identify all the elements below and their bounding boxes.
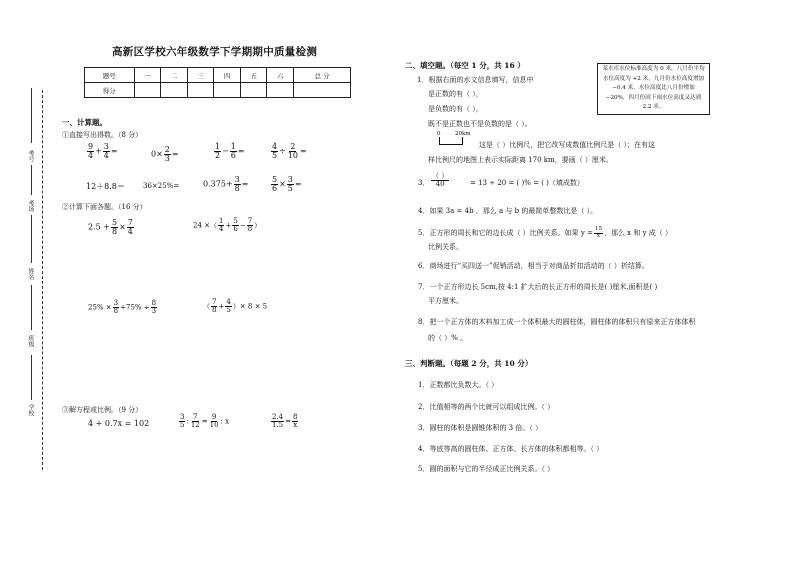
score-table-header-cell: 四 — [214, 68, 241, 83]
q1-item-1: $\frac{9}{4}$ + $\frac{3}{4}$ = — [88, 142, 118, 160]
fill-line[interactable] — [31, 165, 32, 195]
q2-2-line-1[interactable]: 这是（ ）比例尺，把它改写成数值比例尺是（ ）；在有这 — [479, 141, 655, 149]
binding-label-exam-id: 考号 — [27, 150, 34, 162]
q1-item-4: $\frac{4}{5}$ ÷ $\frac{2}{10}$ = — [272, 142, 307, 160]
score-table-header-row — [85, 68, 351, 83]
q2-1-line-2[interactable]: 是正数的有（ ）， — [428, 90, 483, 98]
binding-label-class: 班级 — [27, 335, 34, 347]
judge-item-2[interactable]: 2．比值相等的两个比就可以组成比例。（ ） — [418, 403, 555, 411]
q1-item-5: 12＋8.8＝ — [86, 182, 125, 191]
fill-line[interactable] — [31, 285, 32, 330]
scale-bar-graphic — [439, 137, 463, 145]
part3-title: 三、判断题。（每题 2 分，共 10 分） — [405, 359, 533, 368]
score-cell[interactable] — [240, 83, 267, 98]
score-cell[interactable] — [134, 83, 161, 98]
binding-label-school: 学校 — [27, 404, 34, 416]
q2-1-line-3[interactable]: 是负数的有（ ）， — [428, 105, 483, 113]
q1-item-7: 0.375+ $\frac{3}{8}$ = — [203, 175, 249, 193]
q2-8-line-2[interactable]: 的（ ）% 。 — [428, 334, 468, 342]
judge-item-1[interactable]: 1．正数都比负数大。（ ） — [418, 381, 499, 389]
judge-item-3[interactable]: 3．圆柱的体积是圆锥体积的 3 倍。（ ） — [418, 424, 543, 432]
q3-title: ③解方程或比例。（9 分） — [62, 406, 143, 414]
page-title: 高新区学校六年级数学下学期期中质量检测 — [112, 46, 318, 58]
q3-item-3: $\frac{2.4}{1.5}$ = $\frac{8}{x}$ — [272, 413, 298, 429]
binding-label-exam-room: 考场 — [27, 200, 34, 212]
q2-2-line-2[interactable]: 样比例尺的地图上表示实际距离 170 km，要画（ ）厘米。 — [428, 156, 613, 164]
q2-7[interactable]: 7．一个正方形边长 5cm,按 4:1 扩大后的长正方形的周长是( )厘米,面积是( ) — [418, 283, 658, 291]
q2-1-line-4[interactable]: 既不是正数也不是负数的是（ ）。 — [428, 120, 532, 128]
q2-6[interactable]: 6．商场进行“买四送一”促销活动，相当于对商品折扣活动的（ ）折结算。 — [418, 262, 649, 270]
q1-item-6: 36×25%= — [143, 182, 180, 190]
score-table-header-cell: 六 — [267, 68, 294, 83]
q2-item-3: 25% × $\frac{3}{8}$ +75% ÷ $\frac{8}{3}$ — [88, 299, 157, 315]
q2-title: ②计算下面各题。（16 分） — [62, 203, 147, 211]
scale-label-0: 0 — [437, 131, 441, 137]
score-table-header-cell: 题号 — [85, 68, 135, 83]
q2-3-rest[interactable]: = 13 ÷ 20 = ( )% = ( )（填成数） — [470, 179, 584, 187]
score-cell[interactable] — [161, 83, 188, 98]
q2-item-2: 24 ×（ $\frac{1}{4}$ + $\frac{5}{6}$ − $\frac{7}{8}$ ） — [193, 217, 262, 233]
score-table-header-cell: 三 — [187, 68, 214, 83]
q2-5[interactable]: 5．正方形的周长和它的边长成（ ）比例关系。如果 y = $\frac{15}{x}$ ，那么 x 和 y 成（ ） — [418, 226, 672, 239]
q1-title: ①直接写出得数。（8 分） — [62, 131, 143, 139]
part2-title: 二、填空题。（每空 1 分，共 16 ） — [405, 61, 525, 70]
q2-8: 8．把一个正方体的木料加工成一个体积最大的圆柱体，圆柱体的体积只有原来正方体体积 — [418, 318, 696, 326]
binding-label-name: 姓名 — [27, 268, 34, 280]
fill-line[interactable] — [31, 215, 32, 263]
score-table-score-row — [85, 83, 351, 98]
fill-line[interactable] — [31, 355, 32, 400]
scale-label-20km: 20km — [455, 131, 471, 137]
q2-7-line-2: 平方厘米。 — [428, 297, 463, 305]
score-cell[interactable] — [293, 83, 350, 98]
q1-item-3: $\frac{1}{2}$ − $\frac{1}{6}$ = — [215, 142, 245, 160]
hydrology-info-box: 某水库水位标准高度为 0 米，八月份平均水位高度为 +2 米，九月份水位高度增加 −0.4 米，水位高度比八月份增加 −20%，四月份回下雨水位高度又达到 2.2 米。 — [597, 63, 710, 115]
q2-5-line-2: 比例关系。 — [428, 243, 463, 251]
score-table-header-cell: 二 — [161, 68, 188, 83]
score-cell[interactable] — [214, 83, 241, 98]
score-row-label: 得分 — [85, 83, 135, 98]
q2-item-4: （ $\frac{7}{8}$ + $\frac{4}{5}$ ）× 8 × 5 — [203, 298, 268, 314]
part1-title: 一、计算题。 — [62, 118, 107, 127]
q1-item-2: 0× $\frac{2}{3}$ = — [151, 145, 179, 163]
score-table-header-cell: 总 分 — [293, 68, 350, 83]
q2-1-line-1: 1．根据右面的水文信息填写，信息中 — [417, 76, 534, 84]
score-cell[interactable] — [267, 83, 294, 98]
q3-item-1: 4 + 0.7x = 102 — [88, 419, 150, 428]
score-table-header-cell: 五 — [240, 68, 267, 83]
binding-line — [42, 90, 43, 470]
judge-item-5[interactable]: 5．圆的面积与它的半径成正比例关系。（ ） — [418, 465, 555, 473]
fill-line[interactable] — [31, 88, 32, 143]
q1-item-8: $\frac{5}{6}$ × $\frac{3}{5}$ = — [272, 175, 302, 193]
q3-item-2: $\frac{3}{5}$ : $\frac{7}{12}$ = $\frac{9}{10}$ : x — [180, 413, 230, 429]
q2-3-fraction[interactable]: $\frac{( )}{40}$ — [432, 172, 449, 188]
q2-4[interactable]: 4．如果 3a = 4b ，那么 a 与 b 的最简单整数比是（ ）。 — [418, 207, 598, 215]
score-table — [84, 67, 351, 98]
score-table-header-cell: 一 — [134, 68, 161, 83]
q2-item-1: 2.5 + $\frac{5}{8}$ × $\frac{7}{4}$ — [88, 218, 133, 236]
score-cell[interactable] — [187, 83, 214, 98]
judge-item-4[interactable]: 4．等底等高的圆柱体、正方体、长方体的体积都相等。（ ） — [418, 445, 604, 453]
q2-3-number: 3． — [418, 179, 430, 187]
